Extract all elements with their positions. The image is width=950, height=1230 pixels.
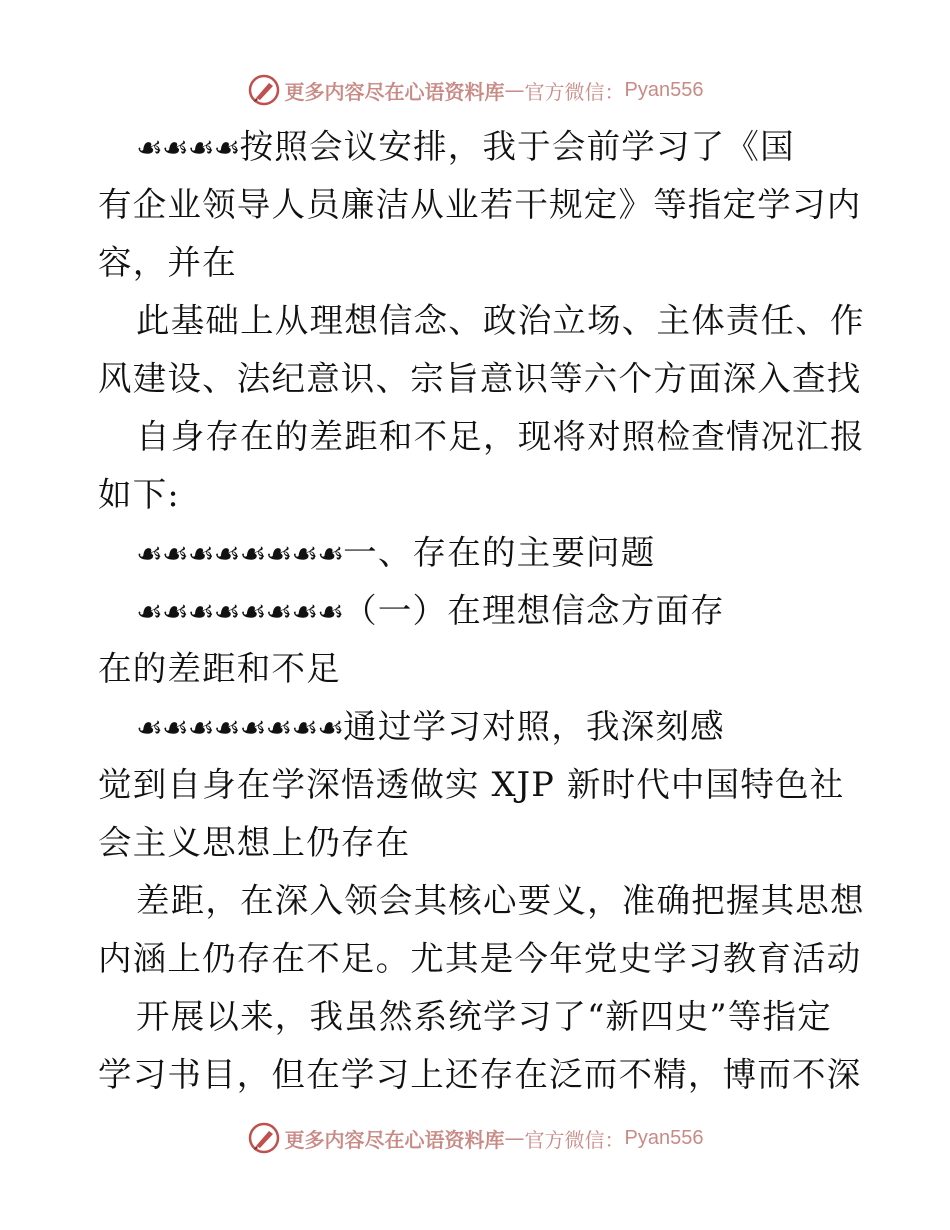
watermark-wechat-id: Pyan556 [624,78,704,101]
text-line [98,814,858,872]
text-line [98,756,858,814]
subsection-heading [98,582,858,640]
text-line [98,930,862,988]
text-line [98,234,858,292]
document-body [98,118,865,1104]
line-text: 学习书目，但在学习上还存在泛而不精，博而不深 [98,1055,862,1094]
header-watermark [0,70,950,110]
text-line [98,698,858,756]
text-line [98,640,858,698]
text-line [98,466,858,524]
line-text: 此基础上从理想信念、政治立场、主体责任、作 [136,301,865,340]
pen-logo-icon [247,73,281,107]
section-heading [98,524,858,582]
pen-logo-icon [247,1121,281,1155]
watermark-wechat-label: 官方微信： [524,79,625,104]
watermark-wechat-id: Pyan556 [624,1126,704,1149]
line-text: 有企业领导人员廉洁从业若干规定》等指定学习内 [98,185,862,224]
text-line [98,872,865,930]
watermark-site-name: 更多内容尽在心语资料库 [284,1127,505,1152]
text-line [98,176,862,234]
line-text: 按照会议安排，我于会前学习了《国 [239,127,795,166]
footer-watermark [0,1118,950,1158]
line-text: 自身存在的差距和不足，现将对照检查情况汇报 [136,417,865,456]
ornament-glyphs: ☙☙☙☙☙☙☙☙ [136,711,344,746]
watermark-dash: — [504,1126,525,1150]
watermark-wechat-label: 官方微信： [524,1127,625,1152]
line-text: 如下: [98,475,180,514]
text-line [98,350,862,408]
line-text: 风建设、法纪意识、宗旨意识等六个方面深入查找 [98,359,862,398]
line-text: 会主义思想上仍存在 [98,823,411,862]
line-text: 在的差距和不足 [98,649,341,688]
line-text: 一、存在的主要问题 [343,533,656,572]
watermark-dash: — [504,78,525,102]
line-text: 觉到自身在学深悟透做实 XJP 新时代中国特色社 [98,765,845,804]
ornament-glyphs: ☙☙☙☙☙☙☙☙ [136,595,344,630]
ornament-glyphs: ☙☙☙☙ [136,131,240,166]
line-text: （一）在理想信念方面存 [343,591,725,630]
text-line [98,1046,862,1104]
line-text: 开展以来，我虽然系统学习了“新四史”等指定 [136,997,832,1036]
text-line [98,118,858,176]
line-text: 容，并在 [98,243,237,282]
text-line [98,292,865,350]
ornament-glyphs: ☙☙☙☙☙☙☙☙ [136,537,344,572]
line-text: 内涵上仍存在不足。尤其是今年党史学习教育活动 [98,939,862,978]
line-text: 通过学习对照，我深刻感 [343,707,725,746]
text-line [98,988,858,1046]
line-text: 差距，在深入领会其核心要义，准确把握其思想 [136,881,865,920]
watermark-site-name: 更多内容尽在心语资料库 [284,79,505,104]
text-line [98,408,865,466]
